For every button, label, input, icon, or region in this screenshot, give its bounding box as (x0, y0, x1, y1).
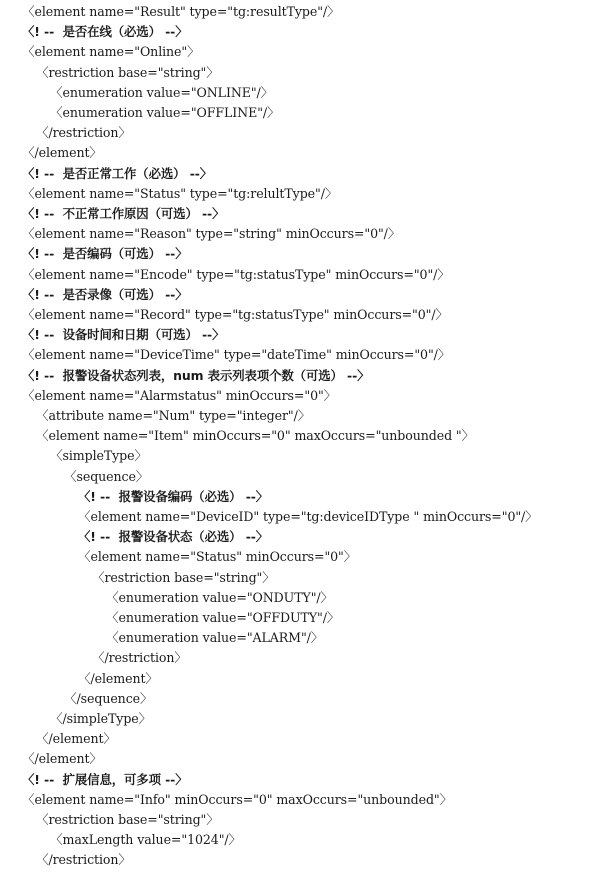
code-line: 〈element name="Encode" type="tg:statusType" minOccurs="0"/〉 (22, 267, 450, 282)
code-line: 〈enumeration value="OFFLINE"/〉 (50, 105, 280, 120)
code-line: 〈element name="Status" minOccurs="0"〉 (78, 549, 357, 564)
code-line: 〈enumeration value="ONDUTY"/〉 (106, 590, 334, 605)
code-line: 〈element name="Result" type="tg:resultType"/〉 (22, 4, 340, 19)
code-line: 〈enumeration value="OFFDUTY"/〉 (106, 610, 340, 625)
code-comment-line: 〈! -- 是否编码（可选） --〉 (22, 246, 188, 261)
code-line: 〈element name="Online"〉 (22, 44, 200, 59)
code-comment-line: 〈! -- 设备时间和日期（可选） --〉 (22, 327, 225, 342)
code-line: 〈sequence〉 (64, 469, 149, 484)
code-line: 〈simpleType〉 (50, 448, 147, 463)
code-line: 〈element name="DeviceID" type="tg:deviceIDType " minOccurs="0"/〉 (78, 509, 538, 524)
code-line: 〈/restriction〉 (36, 852, 131, 867)
code-line: 〈enumeration value="ALARM"/〉 (106, 630, 324, 645)
code-line: 〈/sequence〉 (64, 691, 153, 706)
code-line: 〈/element〉 (22, 145, 102, 160)
code-comment-line: 〈! -- 是否正常工作（必选） --〉 (22, 166, 213, 181)
code-line: 〈element name="Status" type="tg:relultType"/〉 (22, 186, 338, 201)
code-line: 〈restriction base="string"〉 (36, 65, 219, 80)
code-comment-line: 〈! -- 是否在线（必选） --〉 (22, 24, 188, 39)
code-comment-line: 〈! -- 扩展信息，可多项 --〉 (22, 772, 188, 787)
code-line: 〈/restriction〉 (92, 650, 187, 665)
code-comment-line: 〈! -- 报警设备状态列表，num 表示列表项个数（可选） --〉 (22, 368, 370, 383)
code-line: 〈/restriction〉 (36, 125, 131, 140)
code-line: 〈restriction base="string"〉 (36, 812, 219, 827)
code-line: 〈element name="Reason" type="string" minOccurs="0"/〉 (22, 226, 401, 241)
code-line: 〈attribute name="Num" type="integer"/〉 (36, 408, 311, 423)
code-line: 〈maxLength value="1024"/〉 (50, 832, 242, 847)
code-line: 〈/element〉 (36, 731, 116, 746)
code-comment-line: 〈! -- 不正常工作原因（可选） --〉 (22, 206, 225, 221)
code-line: 〈/simpleType〉 (50, 711, 152, 726)
code-line: 〈/element〉 (22, 751, 102, 766)
code-comment-line: 〈! -- 报警设备状态（必选） --〉 (78, 529, 269, 544)
code-comment-line: 〈! -- 是否录像（可选） --〉 (22, 287, 188, 302)
code-line: 〈enumeration value="ONLINE"/〉 (50, 85, 274, 100)
code-line: 〈/element〉 (78, 671, 158, 686)
code-line: 〈element name="Record" type="tg:statusType" minOccurs="0"/〉 (22, 307, 448, 322)
code-comment-line: 〈! -- 报警设备编码（必选） --〉 (78, 489, 269, 504)
code-line: 〈restriction base="string"〉 (92, 570, 275, 585)
code-line: 〈element name="Info" minOccurs="0" maxOccurs="unbounded"〉 (22, 792, 453, 807)
code-line: 〈element name="Item" minOccurs="0" maxOccurs="unbounded "〉 (36, 428, 475, 443)
code-line: 〈element name="DeviceTime" type="dateTime" minOccurs="0"/〉 (22, 347, 451, 362)
code-line: 〈element name="Alarmstatus" minOccurs="0"〉 (22, 388, 337, 403)
